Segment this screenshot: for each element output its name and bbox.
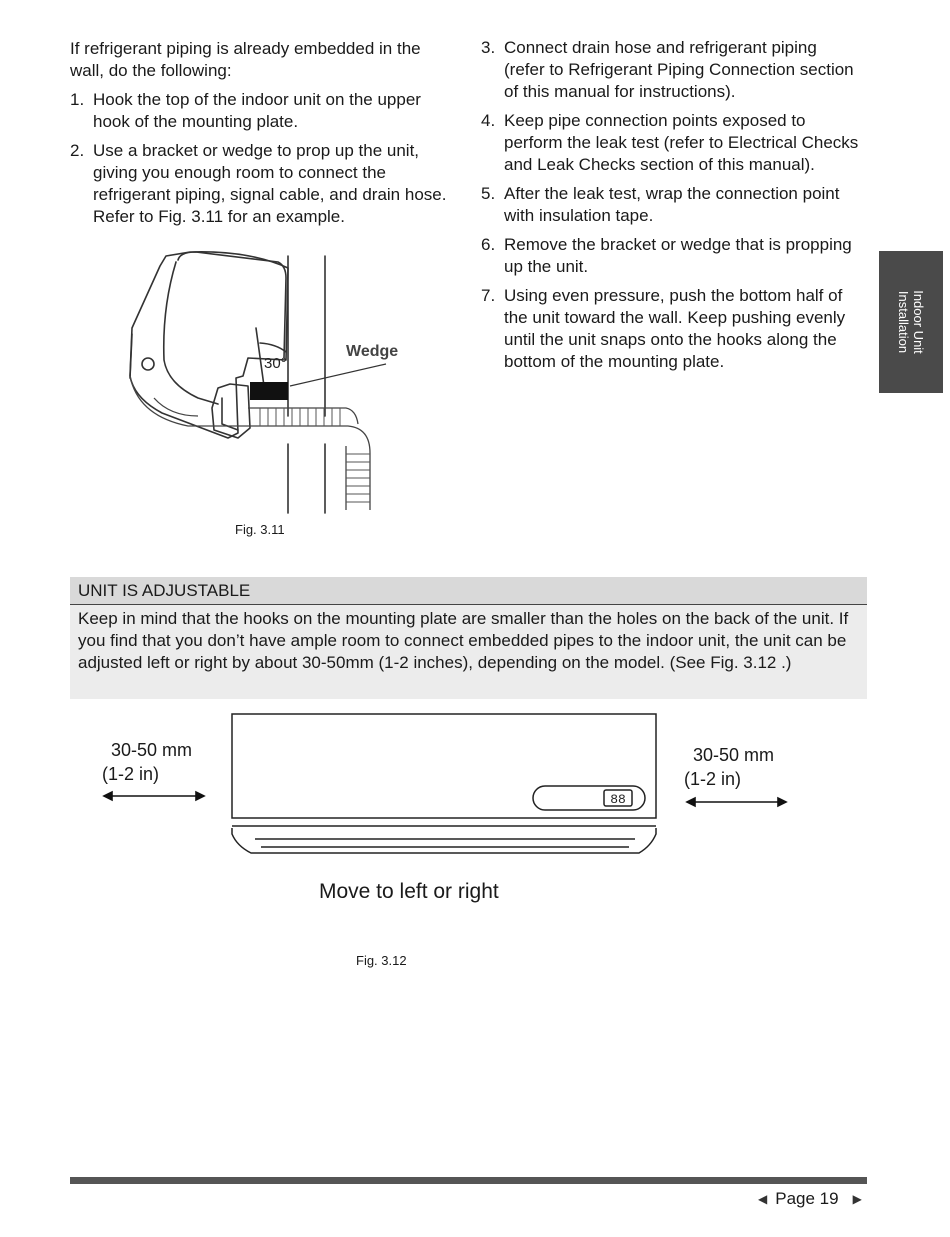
arrow-head-icon bbox=[687, 798, 695, 806]
note-box bbox=[70, 577, 867, 699]
wedge-label: Wedge bbox=[346, 343, 399, 360]
wedge-block bbox=[250, 382, 288, 400]
step-item bbox=[481, 110, 861, 176]
hook-bracket bbox=[212, 384, 250, 438]
unit-outline bbox=[232, 714, 656, 818]
step-item bbox=[70, 89, 450, 133]
section-tab bbox=[879, 251, 943, 393]
angle-label: 30° bbox=[264, 355, 287, 372]
unit-knob bbox=[142, 358, 154, 370]
unit-front-panel bbox=[178, 252, 286, 358]
figure-caption: Fig. 3.12 bbox=[356, 953, 407, 968]
step-item bbox=[481, 37, 861, 103]
step-item bbox=[481, 234, 861, 278]
figure-3-11-wedge-illustration bbox=[118, 248, 418, 518]
note-body: Keep in mind that the hooks on the mounting plate are smaller than the holes on the back of the unit. If you find that you don’t have ample room to connect embedded pipes to the indoor unit, the unit can be adjusted left or right by about 30-50mm (1-2 inches), depending on the model. (See Fig. 3.12 .) bbox=[78, 609, 849, 672]
measurement-right-mm: 30-50 mm bbox=[693, 745, 775, 765]
step-number: 2. bbox=[70, 141, 85, 160]
step-number: 5. bbox=[481, 184, 496, 203]
step-item bbox=[481, 285, 861, 373]
intro-paragraph: If refrigerant piping is already embedded in the wall, do the following: bbox=[70, 39, 421, 80]
note-title: UNIT IS ADJUSTABLE bbox=[70, 577, 867, 605]
unit-body bbox=[130, 252, 288, 438]
previous-page-icon[interactable]: ◀ bbox=[758, 1192, 768, 1206]
step-number: 6. bbox=[481, 235, 496, 254]
section-tab-line: Installation bbox=[896, 290, 911, 354]
page-number: Page 19 bbox=[775, 1189, 839, 1208]
move-instruction: Move to left or right bbox=[319, 880, 499, 903]
step-item bbox=[70, 140, 450, 228]
step-number: 7. bbox=[481, 286, 496, 305]
display-digits: 88 bbox=[610, 792, 626, 807]
step-text: Use a bracket or wedge to prop up the unit, giving you enough room to connect the refrigerant piping, signal cable, and drain hose. Refer to Fig. 3.11 for an example. bbox=[93, 141, 447, 226]
measurement-left-mm: 30-50 mm bbox=[111, 740, 193, 760]
step-text: Keep pipe connection points exposed to perform the leak test (refer to Electrical Checks and Leak Checks section of this manual). bbox=[504, 111, 859, 174]
step-text: Hook the top of the indoor unit on the upper hook of the mounting plate. bbox=[93, 90, 421, 131]
step-number: 3. bbox=[481, 38, 496, 57]
steps-list-left bbox=[70, 89, 450, 235]
unit-curve bbox=[164, 262, 218, 404]
steps-list-right bbox=[481, 37, 861, 380]
step-text: After the leak test, wrap the connection point with insulation tape. bbox=[504, 184, 840, 225]
step-number: 1. bbox=[70, 90, 85, 109]
arrow-head-icon bbox=[104, 792, 112, 800]
measurement-left-in: (1-2 in) bbox=[102, 764, 160, 784]
arrow-head-icon bbox=[196, 792, 204, 800]
footer-divider bbox=[70, 1177, 867, 1184]
step-text: Remove the bracket or wedge that is propping up the unit. bbox=[504, 235, 852, 276]
measurement-right-in: (1-2 in) bbox=[684, 769, 742, 789]
page-navigation bbox=[758, 1187, 862, 1211]
unit-base bbox=[232, 828, 656, 853]
step-text: Connect drain hose and refrigerant piping (refer to Refrigerant Piping Connection section of this manual for instructions). bbox=[504, 38, 854, 101]
step-text: Using even pressure, push the bottom half of the unit toward the wall. Keep pushing evenly until the unit snaps onto the hooks along the bottom of the mounting plate. bbox=[504, 286, 846, 371]
arrow-head-icon bbox=[778, 798, 786, 806]
next-page-icon[interactable]: ▶ bbox=[852, 1192, 862, 1206]
step-number: 4. bbox=[481, 111, 496, 130]
step-item bbox=[481, 183, 861, 227]
section-tab-label bbox=[896, 290, 926, 354]
figure-caption: Fig. 3.11 bbox=[235, 522, 285, 537]
section-tab-line: Indoor Unit bbox=[911, 290, 926, 354]
